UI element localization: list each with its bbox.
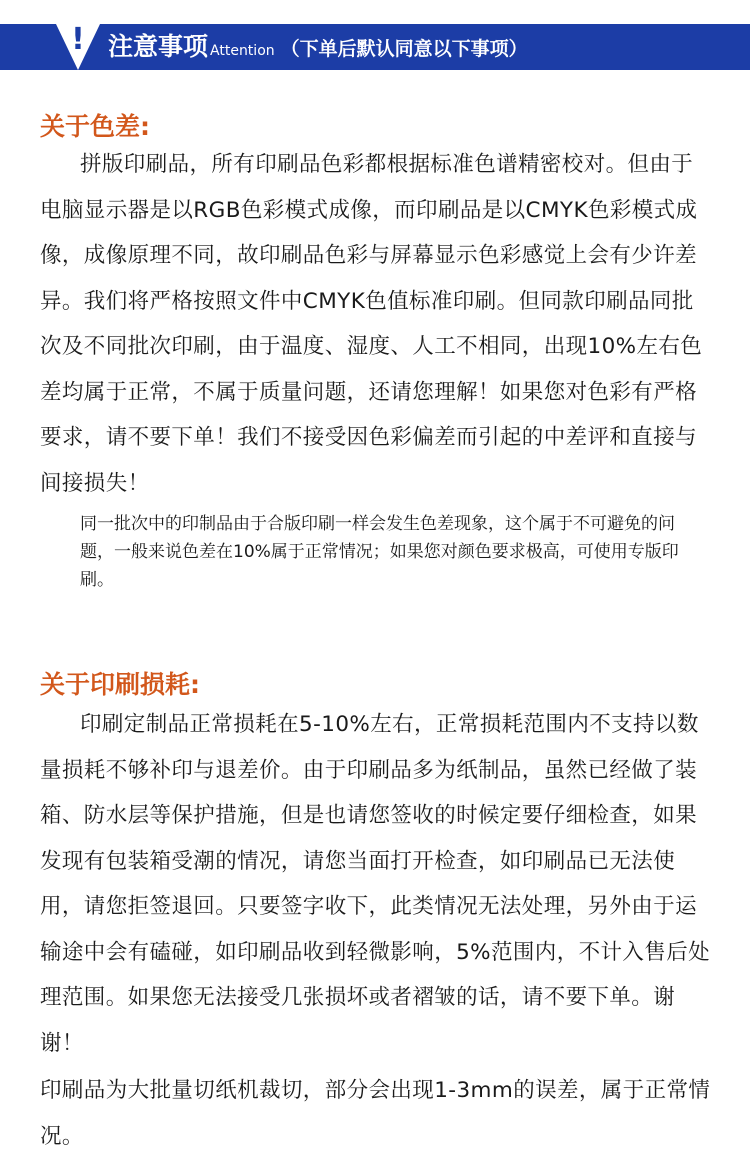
exclamation-icon: ! — [71, 24, 85, 57]
print-loss-heading: 关于印刷损耗: — [40, 670, 200, 699]
banner-subtitle: （下单后默认同意以下事项） — [280, 38, 528, 60]
color-difference-paragraph: 拼版印刷品，所有印刷品色彩都根据标准色谱精密校对。但由于电脑显示器是以RGB色彩模式成像，而印刷品是以CMYK色彩模式成像，成像原理不同，故印刷品色彩与屏幕显示色彩感觉上会有少许差异。我们将严格按照文件中CMYK色值标准印刷。但同款印刷品同批次及不同批次印刷，由于温度、湿度、人工不相同，出现10%左右色差均属于正常，不属于质量问题，还请您理解！如果您对色彩有严格要求，请不要下单！我们不接受因色彩偏差而引起的中差评和直接与间接损失！ — [40, 152, 703, 496]
banner-text — [108, 24, 528, 70]
banner-subtitle-en: Attention — [210, 43, 275, 59]
attention-banner — [0, 24, 750, 70]
color-difference-note: 同一批次中的印制品由于合版印刷一样会发生色差现象，这个属于不可避免的问题，一般来说色差在10%属于正常情况；如果您对颜色要求极高，可使用专版印刷。 — [80, 514, 679, 590]
cutting-tolerance-paragraph: 印刷品为大批量切纸机裁切，部分会出现1-3mm的误差，属于正常情况。 — [40, 1078, 711, 1149]
print-loss-paragraph: 印刷定制品正常损耗在5-10%左右，正常损耗范围内不支持以数量损耗不够补印与退差价。由于印刷品多为纸制品，虽然已经做了装箱、防水层等保护措施，但是也请您签收的时候定要仔细检查，如果发现有包装箱受潮的情况，请您当面打开检查，如印刷品已无法使用，请您拒签退回。只要签字收下，此类情况无法处理，另外由于运输途中会有磕碰，如印刷品收到轻微影响，5%范围内，不计入售后处理范围。如果您无法接受几张损坏或者褶皱的话，请不要下单。谢谢！ — [40, 712, 711, 1056]
banner-title: 注意事项 — [108, 32, 209, 61]
color-difference-heading: 关于色差: — [40, 112, 150, 141]
